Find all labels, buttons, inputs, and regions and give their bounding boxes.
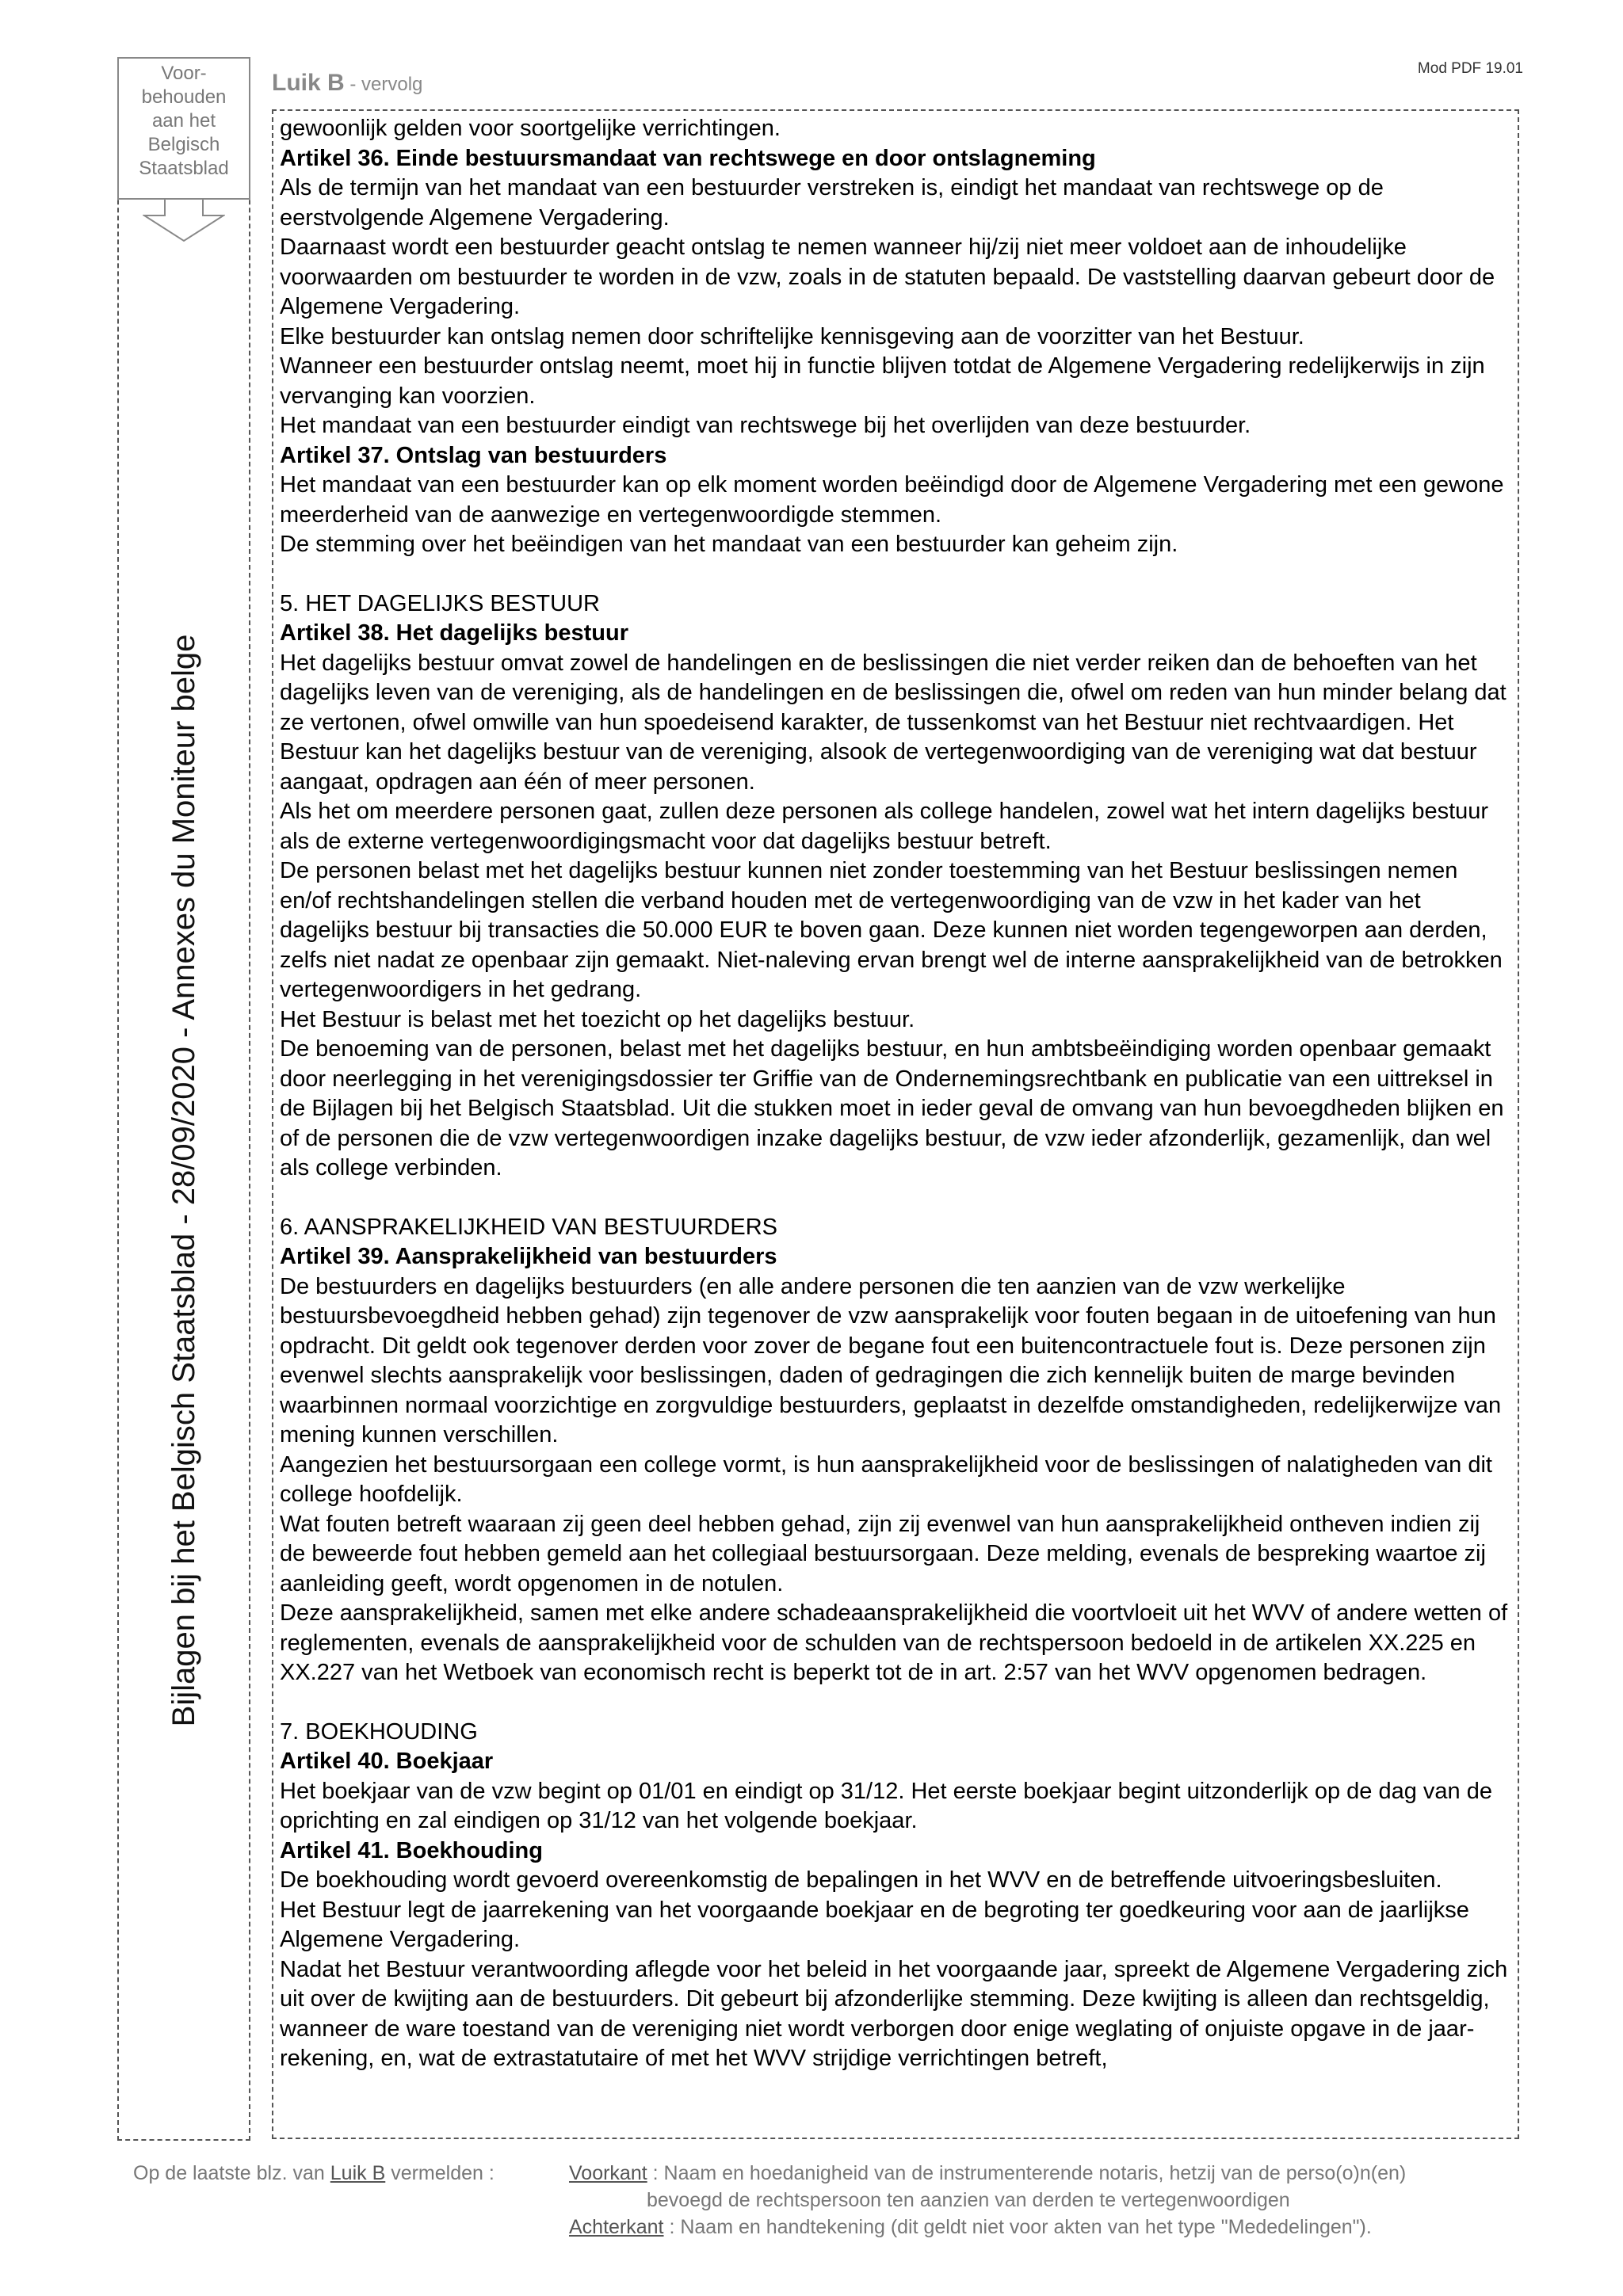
paragraph: Deze aansprakelijkheid, samen met elke andere schadeaansprakelijkheid die voortvloeit uit het WVV of andere wetten of reglementen, evenals de aansprakelijkheid voor de schulden van de rechtspersoon bedoeld in de artikelen XX.225 en XX.227 van het Wetboek van economisch recht is beperkt tot de in art. 2:57 van het WVV opgenomen bedragen. — [280, 1600, 1508, 1685]
paragraph: 6. AANSPRAKELIJKHEID VAN BESTUURDERS — [280, 1214, 777, 1240]
achterkant-text: : Naam en handtekening (dit geldt niet voor akten van het type "Mededelingen"). — [663, 2216, 1372, 2238]
voorkant-label: Voorkant — [569, 2162, 647, 2184]
reserved-line: behouden — [141, 86, 227, 108]
paragraph: Het Bestuur is belast met het toezicht op het dagelijks bestuur. — [280, 1006, 915, 1032]
footer-suffix: vermelden : — [385, 2162, 495, 2184]
footer-prefix: Op de laatste blz. van — [133, 2162, 330, 2184]
footer-voorkant-line — [569, 2160, 1544, 2187]
voorkant-text: : Naam en hoedanigheid van de instrumenterende notaris, hetzij van de perso(o)n(en) — [647, 2162, 1407, 2184]
paragraph: Het dagelijks bestuur omvat zowel de handelingen en de beslissingen die niet verder reiken dan de behoeften van het dagelijks leven van de vereniging, als de handelingen en de beslissingen die, ofwel om reden van hun minder belang dat ze vertonen, ofwel omwille van hun spoedeisend karakter, de tussenkomst van het Bestuur niet rechtvaardigen. Het Bestuur kan het dagelijks bestuur van de vereniging, alsook de vertegenwoordiging van de vereniging wat dat bestuur aangaat, opdragen aan één of meer personen. — [280, 650, 1507, 795]
form-version: Mod PDF 19.01 — [1417, 60, 1523, 77]
footer-right — [569, 2160, 1544, 2241]
footer-luik-link: Luik B — [330, 2162, 386, 2184]
paragraph: 5. HET DAGELIJKS BESTUUR — [280, 590, 600, 616]
content-box — [272, 109, 1519, 2139]
luik-header — [272, 70, 422, 97]
reserved-line: Belgisch — [147, 134, 220, 155]
paragraph: De personen belast met het dagelijks bestuur kunnen niet zonder toestemming van het Bestuur beslissingen nemen en/of rechtshandelingen stellen die verband houden met de vertegenwoordiging van de vzw in het kader van het dagelijks bestuur bij transacties die 50.000 EUR te boven gaan. Deze kunnen niet worden tegengeworpen aan derden, zelfs niet nadat ze openbaar zijn gemaakt. Niet-naleving ervan brengt wel de interne aansprakelijkheid van de betrokken vertegenwoordigers in het gedrang. — [280, 858, 1503, 1002]
footer-achterkant-line — [569, 2214, 1544, 2241]
footer-voorkant-line-2: bevoegd de rechtspersoon ten aanzien van derden te vertegenwoordigen — [647, 2189, 1290, 2211]
paragraph: Het mandaat van een bestuurder eindigt van rechtswege bij het overlijden van deze bestuurder. — [280, 413, 1251, 438]
luik-suffix: - vervolg — [344, 74, 423, 95]
paragraph: Het Bestuur legt de jaarrekening van het voorgaande boekjaar en de begroting ter goedkeuring voor aan de jaarlijkse Algemene Vergadering. — [280, 1897, 1469, 1952]
article-heading: Artikel 37. Ontslag van bestuurders — [280, 442, 667, 468]
paragraph: Als de termijn van het mandaat van een bestuurder verstreken is, eindigt het mandaat van rechtswege op de eerstvolgende Algemene Vergadering. — [280, 175, 1384, 231]
paragraph: Als het om meerdere personen gaat, zullen deze personen als college handelen, zowel wat het intern dagelijks bestuur als de externe vertegenwoordigingsmacht voor dat dagelijks bestuur betreft. — [280, 799, 1489, 854]
paragraph: Wat fouten betreft waaraan zij geen deel hebben gehad, zijn zij evenwel van hun aansprakelijkheid ontheven indien zij de beweerde fout hebben gemeld aan het collegiaal bestuursorgaan. Deze melding, evenals de bespreking waartoe zij aanleiding geeft, wordt opgenomen in de notulen. — [280, 1511, 1486, 1596]
paragraph: Het mandaat van een bestuurder kan op elk moment worden beëindigd door de Algemene Vergadering met een gewone meerderheid van de aanwezige en vertegenwoordigde stemmen. — [280, 472, 1504, 528]
paragraph: Nadat het Bestuur verantwoording aflegde voor het beleid in het voorgaande jaar, spreekt de Algemene Vergadering zich uit over de kwijting aan de bestuurders. Dit gebeurt bij afzonderlijke stemming. Deze kwijting is alleen dan rechtsgeldig, wanneer de ware toestand van de vereniging niet wordt verborgen door enige weglating of onjuiste opgave in de jaar- rekening, en, wat de extrastatutaire of met het WVV strijdige verrichtingen betreft, — [280, 1956, 1508, 2071]
paragraph: Daarnaast wordt een bestuurder geacht ontslag te nemen wanneer hij/zij niet meer voldoet aan de inhoudelijke voorwaarden om bestuurder te worden in de vzw, zoals in de statuten bepaald. De vaststelling daarvan gebeurt door de Algemene Vergadering. — [280, 235, 1495, 319]
paragraph: 7. BOEKHOUDING — [280, 1718, 478, 1745]
down-arrow-icon — [143, 198, 225, 242]
article-heading: Artikel 39. Aansprakelijkheid van bestuurders — [280, 1244, 777, 1269]
paragraph-gap — [280, 560, 1511, 589]
footer-left — [133, 2160, 495, 2187]
document-body — [280, 114, 1511, 2074]
reserved-line: Voor- — [161, 63, 207, 84]
achterkant-label: Achterkant — [569, 2216, 664, 2238]
paragraph: De stemming over het beëindigen van het mandaat van een bestuurder kan geheim zijn. — [280, 532, 1178, 557]
paragraph: Elke bestuurder kan ontslag nemen door schriftelijke kennisgeving aan de voorzitter van het Bestuur. — [280, 323, 1304, 349]
article-heading: Artikel 41. Boekhouding — [280, 1837, 543, 1863]
paragraph: gewoonlijk gelden voor soortgelijke verrichtingen. — [280, 116, 781, 141]
paragraph-gap — [280, 1688, 1511, 1718]
paragraph: Aangezien het bestuursorgaan een college vormt, is hun aansprakelijkheid voor de beslissingen of nalatigheden van dit college hoofdelijk. — [280, 1451, 1492, 1507]
luik-label: Luik B — [272, 70, 345, 96]
paragraph: De benoeming van de personen, belast met het dagelijks bestuur, en hun ambtsbeëindiging worden openbaar gemaakt door neerlegging in het verenigingsdossier ter Griffie van de Ondernemingsrechtbank en publicatie van een uittreksel in de Bijlagen bij het Belgisch Staatsblad. Uit die stukken moet in ieder geval de omvang van hun bevoegdheden blijken en of de personen die de vzw vertegenwoordigen inzake dagelijks bestuur, de vzw ieder afzonderlijk, gezamenlijk, dan wel als college verbinden. — [280, 1036, 1504, 1180]
paragraph-gap — [280, 1184, 1511, 1213]
reserved-box — [117, 57, 250, 200]
article-heading: Artikel 38. Het dagelijks bestuur — [280, 620, 628, 646]
reserved-line: aan het — [151, 110, 216, 132]
article-heading: Artikel 40. Boekjaar — [280, 1749, 494, 1774]
paragraph: De boekhouding wordt gevoerd overeenkomstig de bepalingen in het WVV en de betreffende uitvoeringsbesluiten. — [280, 1867, 1442, 1893]
vertical-margin-text: Bijlagen bij het Belgisch Staatsblad - 28/09/2020 - Annexes du Moniteur belge — [166, 634, 201, 1727]
reserved-line: Staatsblad — [139, 158, 229, 179]
article-heading: Artikel 36. Einde bestuursmandaat van rechtswege en door ontslagneming — [280, 145, 1096, 171]
paragraph: Wanneer een bestuurder ontslag neemt, moet hij in functie blijven totdat de Algemene Vergadering redelijkerwijs in zijn vervanging kan voorzien. — [280, 353, 1485, 409]
paragraph: Het boekjaar van de vzw begint op 01/01 en eindigt op 31/12. Het eerste boekjaar begint uitzonderlijk op de dag van de oprichting en zal eindigen op 31/12 van het volgende boekjaar. — [280, 1778, 1492, 1833]
paragraph: De bestuurders en dagelijks bestuurders (en alle andere personen die ten aanzien van de vzw werkelijke bestuursbevoegdheid hebben gehad) zijn tegenover de vzw aansprakelijk voor fouten begaan in de uitoefening van hun opdracht. Dit geldt ook tegenover derden voor zover de begane fout een buitencontractuele fout is. Deze personen zijn evenwel slechts aansprakelijk voor beslissingen, daden of gedragingen die zich kennelijk buiten de marge bevinden waarbinnen normaal voorzichtige en zorgvuldige bestuurders, geplaatst in dezelfde omstandigheden, redelijkerwijze van mening kunnen verschillen. — [280, 1273, 1502, 1447]
